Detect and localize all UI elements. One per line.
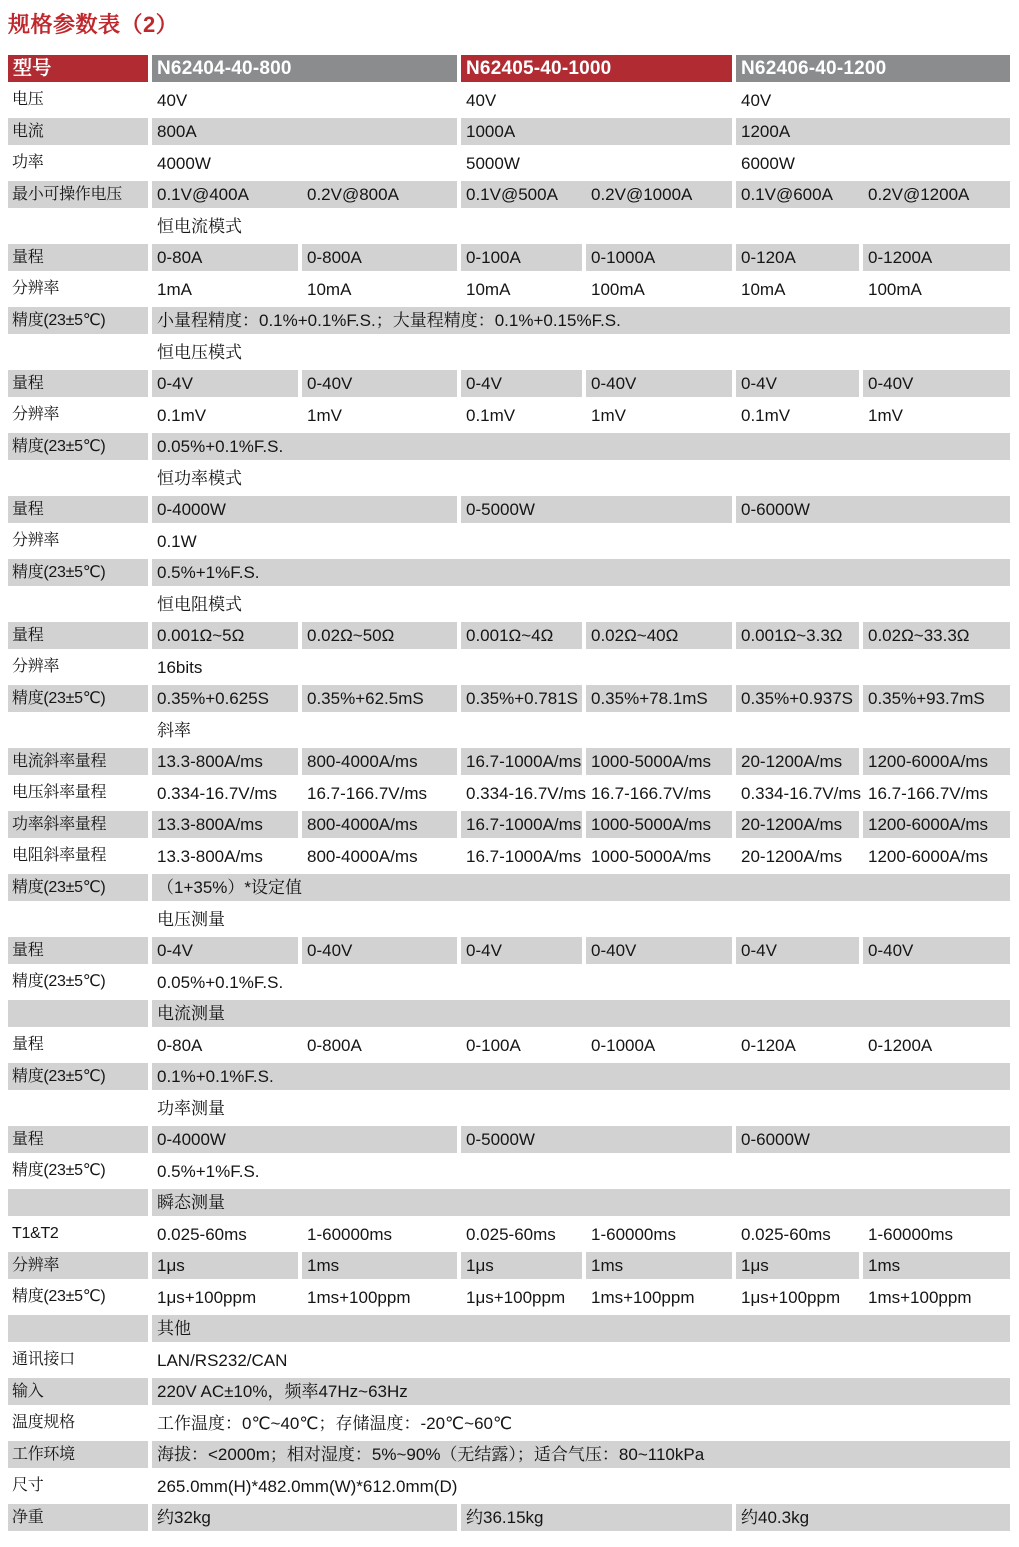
value-cell: [736, 181, 1010, 208]
table-row: [8, 1504, 1010, 1531]
table-row: [8, 1221, 1010, 1248]
row-label: 净重: [8, 1504, 148, 1531]
value-cell: 16.7-1000A/ms: [461, 811, 582, 838]
row-label: 精度(23±5℃): [8, 1063, 148, 1090]
table-row: [8, 937, 1010, 964]
table-row: [8, 213, 1010, 240]
table-row: [8, 1032, 1010, 1059]
value-cell: 10mA: [466, 279, 511, 299]
table-row: [8, 874, 1010, 901]
value-cell: 0-120A: [736, 244, 859, 271]
row-label: 功率斜率量程: [8, 811, 148, 838]
row-label: 量程: [8, 244, 148, 271]
row-label: 量程: [8, 496, 148, 523]
table-row: [8, 181, 1010, 208]
value-cell: 0-4V: [152, 937, 298, 964]
table-row: [8, 370, 1010, 397]
row-label: 电流斜率量程: [8, 748, 148, 775]
value-cell: 0-40V: [302, 370, 457, 397]
value-cell: 1ms+100ppm: [868, 1287, 972, 1307]
row-label: 精度(23±5℃): [8, 307, 148, 334]
table-row: [8, 654, 1010, 681]
table-row: [8, 685, 1010, 712]
value-cell: LAN/RS232/CAN: [157, 1350, 288, 1370]
row-label: 量程: [8, 622, 148, 649]
row-label: 电流: [8, 118, 148, 145]
value-cell: 0-4V: [461, 937, 582, 964]
value-cell: 1mV: [868, 405, 903, 425]
table-row: [8, 496, 1010, 523]
value-cell: 5000W: [466, 153, 520, 173]
row-label: 量程: [8, 937, 148, 964]
value-cell: 0.1mV: [157, 405, 207, 425]
table-row: [8, 1000, 1010, 1027]
value-cell: 0.35%+0.625S: [152, 685, 298, 712]
table-row: [8, 559, 1010, 586]
value-cell: 16.7-1000A/ms: [466, 846, 582, 866]
value-cell: 约36.15kg: [461, 1504, 732, 1531]
section-header: 功率测量: [157, 1098, 225, 1118]
row-label: 量程: [8, 1126, 148, 1153]
row-label: [8, 717, 148, 744]
value-cell: [152, 181, 457, 208]
row-label: T1&T2: [12, 1225, 59, 1242]
section-header: 电流测量: [152, 1000, 1010, 1027]
value-cell: 1mV: [307, 405, 342, 425]
table-row: [8, 402, 1010, 429]
value-cell: 1ms+100ppm: [307, 1287, 411, 1307]
value-cell: 0.02Ω~33.3Ω: [863, 622, 1010, 649]
value-cell: 0-6000W: [736, 1126, 1010, 1153]
value-cell: 0-100A: [466, 1035, 521, 1055]
header-model-cell: N62405-40-1000: [461, 55, 732, 82]
row-label: 温度规格: [12, 1414, 75, 1431]
table-row: [8, 1189, 1010, 1216]
row-label: 分辨率: [12, 406, 60, 423]
table-row: [8, 1158, 1010, 1185]
value-cell: 海拔：<2000m；相对湿度：5%~90%（无结露）；适合气压：80~110kPa: [152, 1441, 1010, 1468]
value-cell: 20-1200A/ms: [736, 748, 859, 775]
value-cell: 800-4000A/ms: [302, 811, 457, 838]
value-cell: 0.02Ω~40Ω: [586, 622, 732, 649]
value-cell: 1ms: [302, 1252, 457, 1279]
value-cell: 0.05%+0.1%F.S.: [152, 433, 1010, 460]
section-header: 恒电压模式: [157, 342, 242, 362]
value-cell: 1μs: [461, 1252, 582, 1279]
table-row: [8, 1441, 1010, 1468]
value-cell: 0.001Ω~3.3Ω: [736, 622, 859, 649]
table-header-row: [8, 55, 1010, 82]
value-cell: 0.334-16.7V/ms: [466, 783, 587, 803]
table-row: [8, 591, 1010, 618]
value-cell: 1μs: [736, 1252, 859, 1279]
value-cell: 0.35%+0.781S: [461, 685, 582, 712]
value-cell: 0.35%+0.937S: [736, 685, 859, 712]
value-cell: 0-80A: [152, 244, 298, 271]
row-label: 电压: [12, 91, 44, 108]
value-cell: （1+35%）*设定值: [152, 874, 1010, 901]
table-row: [8, 433, 1010, 460]
row-label: [8, 1095, 148, 1122]
section-header: 恒电流模式: [157, 216, 242, 236]
value-cell: 0-1000A: [586, 244, 732, 271]
row-label: 精度(23±5℃): [12, 1288, 106, 1305]
value-cell: 0.35%+78.1mS: [586, 685, 732, 712]
value-cell: 约32kg: [152, 1504, 457, 1531]
table-row: [8, 307, 1010, 334]
table-row: [8, 1347, 1010, 1374]
value-cell: 0-6000W: [736, 496, 1010, 523]
value-text: 0.2V@1200A: [868, 185, 970, 204]
row-label: [8, 591, 148, 618]
value-cell: 1μs+100ppm: [466, 1287, 566, 1307]
table-row: [8, 748, 1010, 775]
value-cell: 1mA: [157, 279, 192, 299]
value-cell: 0-1200A: [863, 244, 1010, 271]
section-header: 恒功率模式: [157, 468, 242, 488]
value-cell: 10mA: [741, 279, 786, 299]
row-label: [8, 465, 148, 492]
value-cell: 1000-5000A/ms: [586, 748, 732, 775]
value-cell: 0-800A: [307, 1035, 362, 1055]
value-cell: 0-1200A: [868, 1035, 933, 1055]
row-label: [8, 906, 148, 933]
value-cell: 1200-6000A/ms: [868, 846, 989, 866]
row-label: 量程: [12, 1036, 44, 1053]
value-cell: 20-1200A/ms: [741, 846, 843, 866]
section-header: 电压测量: [157, 909, 225, 929]
table-row: [8, 1126, 1010, 1153]
value-cell: 0-4V: [152, 370, 298, 397]
section-header: 其他: [152, 1315, 1010, 1342]
value-text: 0.1V@500A: [466, 185, 558, 204]
table-row: [8, 1410, 1010, 1437]
row-label: 分辨率: [12, 280, 60, 297]
value-cell: 1-60000ms: [307, 1224, 393, 1244]
value-cell: 16.7-166.7V/ms: [307, 783, 428, 803]
value-cell: 0.02Ω~50Ω: [302, 622, 457, 649]
value-cell: 16bits: [157, 657, 203, 677]
section-header: 恒电阻模式: [157, 594, 242, 614]
value-cell: 0.5%+1%F.S.: [157, 1161, 260, 1181]
row-label: 输入: [8, 1378, 148, 1405]
value-cell: 100mA: [591, 279, 645, 299]
row-label: [8, 339, 148, 366]
header-model-cell: N62406-40-1200: [736, 55, 1010, 82]
row-label: [8, 1189, 148, 1216]
value-cell: 4000W: [157, 153, 211, 173]
row-label: 精度(23±5℃): [12, 1162, 106, 1179]
value-cell: 0.334-16.7V/ms: [157, 783, 278, 803]
value-cell: 0-100A: [461, 244, 582, 271]
value-cell: 265.0mm(H)*482.0mm(W)*612.0mm(D): [157, 1476, 458, 1496]
table-row: [8, 528, 1010, 555]
value-cell: 0-4000W: [152, 1126, 457, 1153]
header-label-cell: 型号: [8, 55, 148, 82]
value-cell: 16.7-166.7V/ms: [868, 783, 989, 803]
value-cell: 0.1%+0.1%F.S.: [152, 1063, 1010, 1090]
value-cell: 20-1200A/ms: [736, 811, 859, 838]
row-label: [8, 1315, 148, 1342]
value-cell: 800-4000A/ms: [307, 846, 418, 866]
value-cell: 0-5000W: [461, 496, 732, 523]
table-row: [8, 1473, 1010, 1500]
value-cell: 0.05%+0.1%F.S.: [157, 972, 284, 992]
value-cell: 0-80A: [157, 1035, 203, 1055]
value-cell: 800-4000A/ms: [302, 748, 457, 775]
value-cell: 1200A: [736, 118, 1010, 145]
value-cell: 1ms+100ppm: [591, 1287, 695, 1307]
page-title: 规格参数表（2）: [8, 12, 179, 37]
value-cell: 约40.3kg: [736, 1504, 1010, 1531]
table-row: [8, 622, 1010, 649]
value-cell: 小量程精度：0.1%+0.1%F.S.；大量程精度：0.1%+0.15%F.S.: [152, 307, 1010, 334]
value-cell: 13.3-800A/ms: [152, 811, 298, 838]
table-row: [8, 339, 1010, 366]
value-cell: 1ms: [586, 1252, 732, 1279]
value-cell: 0.1mV: [741, 405, 791, 425]
value-cell: 1μs+100ppm: [741, 1287, 841, 1307]
value-cell: 0-4000W: [152, 496, 457, 523]
row-label: 工作环境: [8, 1441, 148, 1468]
table-row: [8, 118, 1010, 145]
row-label: 分辨率: [12, 532, 60, 549]
value-text: 0.1V@600A: [741, 185, 833, 204]
row-label: 精度(23±5℃): [8, 685, 148, 712]
value-text: 0.1V@400A: [157, 185, 249, 204]
value-cell: 1μs: [152, 1252, 298, 1279]
section-header: 斜率: [157, 720, 191, 740]
header-model-cell: N62404-40-800: [152, 55, 457, 82]
row-label: 精度(23±5℃): [8, 559, 148, 586]
value-cell: 0-40V: [863, 937, 1010, 964]
value-cell: 1μs+100ppm: [157, 1287, 257, 1307]
table-row: [8, 780, 1010, 807]
value-cell: 6000W: [741, 153, 795, 173]
value-cell: 1-60000ms: [591, 1224, 677, 1244]
value-cell: 0-120A: [741, 1035, 796, 1055]
value-cell: 40V: [466, 90, 497, 110]
value-cell: 1200-6000A/ms: [863, 811, 1010, 838]
value-cell: 0.35%+62.5mS: [302, 685, 457, 712]
row-label: 分辨率: [8, 1252, 148, 1279]
row-label: [8, 213, 148, 240]
table-row: [8, 906, 1010, 933]
value-cell: 工作温度：0℃~40℃；存储温度：-20℃~60℃: [157, 1413, 513, 1433]
table-row: [8, 1315, 1010, 1342]
row-label: 精度(23±5℃): [12, 973, 106, 990]
table-row: [8, 811, 1010, 838]
table-row: [8, 969, 1010, 996]
value-cell: 0.025-60ms: [157, 1224, 247, 1244]
value-cell: 0.001Ω~5Ω: [152, 622, 298, 649]
value-cell: 16.7-166.7V/ms: [591, 783, 712, 803]
row-label: 尺寸: [12, 1477, 44, 1494]
row-label: 精度(23±5℃): [8, 433, 148, 460]
table-row: [8, 1063, 1010, 1090]
row-label: 精度(23±5℃): [8, 874, 148, 901]
value-cell: 16.7-1000A/ms: [461, 748, 582, 775]
value-cell: 13.3-800A/ms: [152, 748, 298, 775]
value-cell: [461, 181, 732, 208]
value-cell: 0-4V: [736, 370, 859, 397]
value-cell: 13.3-800A/ms: [157, 846, 263, 866]
value-cell: 0.5%+1%F.S.: [152, 559, 1010, 586]
value-cell: 0.334-16.7V/ms: [741, 783, 862, 803]
value-cell: 40V: [741, 90, 772, 110]
row-label: 分辨率: [12, 658, 60, 675]
value-cell: 220V AC±10%，频率47Hz~63Hz: [152, 1378, 1010, 1405]
value-cell: 100mA: [868, 279, 922, 299]
table-row: [8, 87, 1010, 114]
table-row: [8, 244, 1010, 271]
row-label: [8, 1000, 148, 1027]
row-label: 电压斜率量程: [12, 784, 107, 801]
value-cell: 0.025-60ms: [466, 1224, 556, 1244]
table-row: [8, 843, 1010, 870]
value-cell: 1200-6000A/ms: [863, 748, 1010, 775]
value-cell: 0-4V: [736, 937, 859, 964]
row-label: 最小可操作电压: [8, 181, 148, 208]
value-cell: 1ms: [863, 1252, 1010, 1279]
table-row: [8, 465, 1010, 492]
value-cell: 0-40V: [586, 937, 732, 964]
value-cell: 0-1000A: [591, 1035, 656, 1055]
value-cell: 1mV: [591, 405, 626, 425]
section-header: 瞬态测量: [152, 1189, 1010, 1216]
value-cell: 0.025-60ms: [741, 1224, 831, 1244]
spec-table: [8, 55, 1010, 1536]
value-cell: 1000-5000A/ms: [591, 846, 712, 866]
row-label: 功率: [12, 154, 44, 171]
value-cell: 0-40V: [302, 937, 457, 964]
value-cell: 0-5000W: [461, 1126, 732, 1153]
value-cell: 0.1W: [157, 531, 197, 551]
table-row: [8, 1378, 1010, 1405]
value-cell: 1-60000ms: [868, 1224, 954, 1244]
value-cell: 0.1mV: [466, 405, 516, 425]
table-row: [8, 276, 1010, 303]
value-cell: 0.001Ω~4Ω: [461, 622, 582, 649]
value-cell: 40V: [157, 90, 188, 110]
value-cell: 0-40V: [863, 370, 1010, 397]
value-cell: 800A: [152, 118, 457, 145]
table-row: [8, 1284, 1010, 1311]
table-row: [8, 150, 1010, 177]
value-text: 0.2V@1000A: [591, 185, 693, 204]
value-cell: 10mA: [307, 279, 352, 299]
value-cell: 0-40V: [586, 370, 732, 397]
table-row: [8, 717, 1010, 744]
row-label: 电阻斜率量程: [12, 847, 107, 864]
table-row: [8, 1095, 1010, 1122]
value-cell: 0-800A: [302, 244, 457, 271]
value-cell: 0.35%+93.7mS: [863, 685, 1010, 712]
value-text: 0.2V@800A: [307, 185, 399, 204]
row-label: 通讯接口: [12, 1351, 75, 1368]
value-cell: 1000A: [461, 118, 732, 145]
row-label: 量程: [8, 370, 148, 397]
table-row: [8, 1252, 1010, 1279]
value-cell: 0-4V: [461, 370, 582, 397]
value-cell: 1000-5000A/ms: [586, 811, 732, 838]
